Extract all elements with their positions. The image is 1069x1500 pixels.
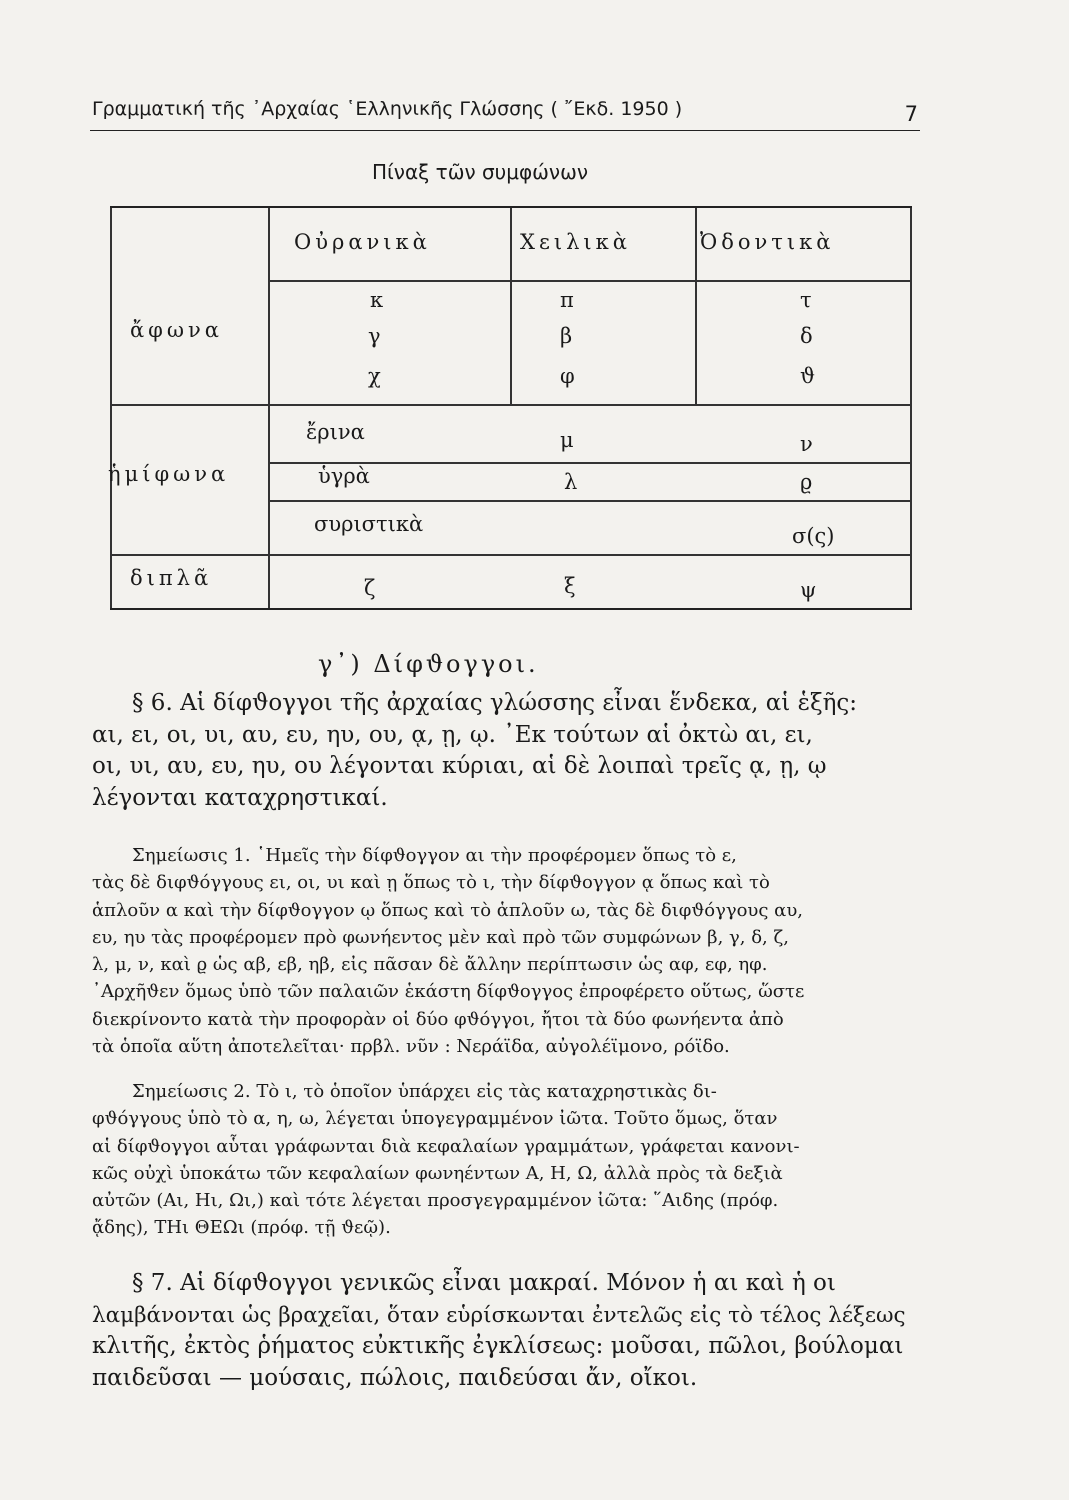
col-heading-dental: Ὀδοντικὰ <box>700 230 835 254</box>
table-cell: δ <box>800 324 813 348</box>
table-cell: ἔρινα <box>306 420 365 444</box>
text-line: ευ, ηυ τὰς προφέρομεν πρὸ φωνήεντος μὲν καὶ πρὸ τῶν συμφώνων β, γ, δ, ζ, <box>92 926 789 948</box>
text-line: ᾿Αρχῆϑεν ὅμως ὑπὸ τῶν παλαιῶν ἑκάστη δίφϑογγος ἐπροφέρετο οὕτως, ὥστε <box>92 981 805 1003</box>
table-cell: σ(ς) <box>792 524 835 548</box>
text-line: αἱ δίφϑογγοι αὗται γράφωνται διὰ κεφαλαίων γραμμάτων, γράφεται κανονι- <box>92 1135 800 1157</box>
table-cell: ϑ <box>800 364 816 388</box>
col-heading-labial: Χειλικὰ <box>520 230 631 254</box>
note-1 <box>92 842 912 1060</box>
group-label-mutes: ἄφωνα <box>130 318 223 342</box>
running-header <box>90 96 920 131</box>
paragraph-6 <box>92 688 912 814</box>
text-line: ᾄδης), ΤΗι ΘΕΩι (πρόφ. τῇ ϑεῷ). <box>92 1217 391 1239</box>
text-line: αι, ει, οι, υι, αυ, ευ, ηυ, ου, ᾳ, ῃ, ῳ. ᾿Εκ τούτων αἱ ὀκτὼ αι, ει, <box>92 721 813 748</box>
table-cell: ϱ <box>800 470 813 494</box>
text-line: τὰ ὁποῖα αὕτη ἀποτελεῖται· πρβλ. νῦν : Νεράϊδα, αὐγολέϊμονο, ρόϊδο. <box>92 1036 730 1058</box>
table-cell: κ <box>370 288 384 312</box>
text-line: λ, μ, ν, καὶ ϱ ὡς αβ, εβ, ηβ, εἰς πᾶσαν δὲ ἄλλην περίπτωσιν ὡς αφ, εφ, ηφ. <box>92 954 768 976</box>
table-cell: μ <box>560 428 574 452</box>
table-title: Πίναξ τῶν συμφώνων <box>372 160 588 184</box>
text-line: κῶς οὐχὶ ὑποκάτω τῶν κεφαλαίων φωνηέντων Α, Η, Ω, ἀλλὰ πρὸς τὰ δεξιὰ <box>92 1162 783 1184</box>
table-cell: χ <box>368 364 381 388</box>
table-cell: συριστικὰ <box>314 512 424 536</box>
table-cell: λ <box>564 470 578 494</box>
text-line: Σημείωσις 2. Τὸ ι, τὸ ὁποῖον ὑπάρχει εἰς τὰς καταχρηστικὰς δι- <box>132 1081 717 1102</box>
text-line: ἁπλοῦν α καὶ τὴν δίφϑογγον ῳ ὅπως καὶ τὸ ἁπλοῦν ω, τὰς δὲ διφϑόγγους αυ, <box>92 899 803 921</box>
note-2 <box>92 1078 912 1242</box>
text-line: αὐτῶν (Αι, Ηι, Ωι,) καὶ τότε λέγεται προσγεγραμμένον ἰῶτα: ῞Αιδης (πρόφ. <box>92 1190 779 1212</box>
page-number: 7 <box>904 102 918 126</box>
text-line: διεκρίνοντο κατὰ τὴν προφορὰν οἱ δύο φϑόγγοι, ἤτοι τὰ δύο φωνήεντα ἀπὸ <box>92 1008 784 1030</box>
section-heading: γ᾽) Δίφϑογγοι. <box>318 650 539 678</box>
table-cell: ζ <box>364 576 376 600</box>
paragraph-7 <box>92 1268 912 1394</box>
text-line: τὰς δὲ διφϑόγγους ει, οι, υι καὶ ῃ ὅπως τὸ ι, τὴν δίφϑογγον ᾳ ὅπως καὶ τὸ <box>92 872 770 894</box>
table-cell: ν <box>800 432 813 456</box>
text-line: παιδεῦσαι — μούσαις, πώλοις, παιδεύσαι ἄν, οἴκοι. <box>92 1364 698 1391</box>
group-label-semivowels: ἡμίφωνα <box>108 462 230 486</box>
table-cell: β <box>560 324 573 348</box>
text-line: Σημείωσις 1. ῾Ημεῖς τὴν δίφϑογγον αι τὴν προφέρομεν ὅπως τὸ ε, <box>132 845 737 866</box>
text-line: λέγονται καταχρηστικαί. <box>92 784 388 811</box>
text-line: φϑόγγους ὑπὸ τὸ α, η, ω, λέγεται ὑπογεγραμμένον ἰῶτα. Τοῦτο ὅμως, ὅταν <box>92 1108 778 1130</box>
text-line: § 6. Αἱ δίφϑογγοι τῆς ἀρχαίας γλώσσης εἶναι ἕνδεκα, αἱ ἑξῆς: <box>132 690 858 716</box>
table-cell: ξ <box>564 574 576 598</box>
header-title: Γραμματική τῆς ᾿Αρχαίας ῾Ελληνικῆς Γλώσσης ( ῎Εκδ. 1950 ) <box>92 98 683 120</box>
table-cell: π <box>560 288 574 312</box>
text-line: § 7. Αἱ δίφϑογγοι γενικῶς εἶναι μακραί. Μόνον ἡ αι καὶ ἡ οι <box>132 1270 836 1296</box>
table-cell: τ <box>800 288 812 312</box>
col-heading-palatal: Οὐρανικὰ <box>294 230 431 254</box>
group-label-doubles: διπλᾶ <box>130 566 213 590</box>
text-line: λαμβάνονται ὡς βραχεῖαι, ὅταν εὑρίσκωνται ἐντελῶς εἰς τὸ τέλος λέξεως <box>92 1302 906 1328</box>
table-cell: ὑγρὰ <box>318 464 370 488</box>
text-line: οι, υι, αυ, ευ, ηυ, ου λέγονται κύριαι, αἱ δὲ λοιπαὶ τρεῖς ᾳ, ῃ, ῳ <box>92 753 827 779</box>
table-cell: γ <box>368 324 381 348</box>
table-cell: ψ <box>800 578 817 602</box>
consonant-table <box>110 206 912 610</box>
text-line: κλιτῆς, ἐκτὸς ῥήματος εὐκτικῆς ἐγκλίσεως: μοῦσαι, πῶλοι, βούλομαι <box>92 1333 904 1359</box>
table-cell: φ <box>560 364 575 388</box>
